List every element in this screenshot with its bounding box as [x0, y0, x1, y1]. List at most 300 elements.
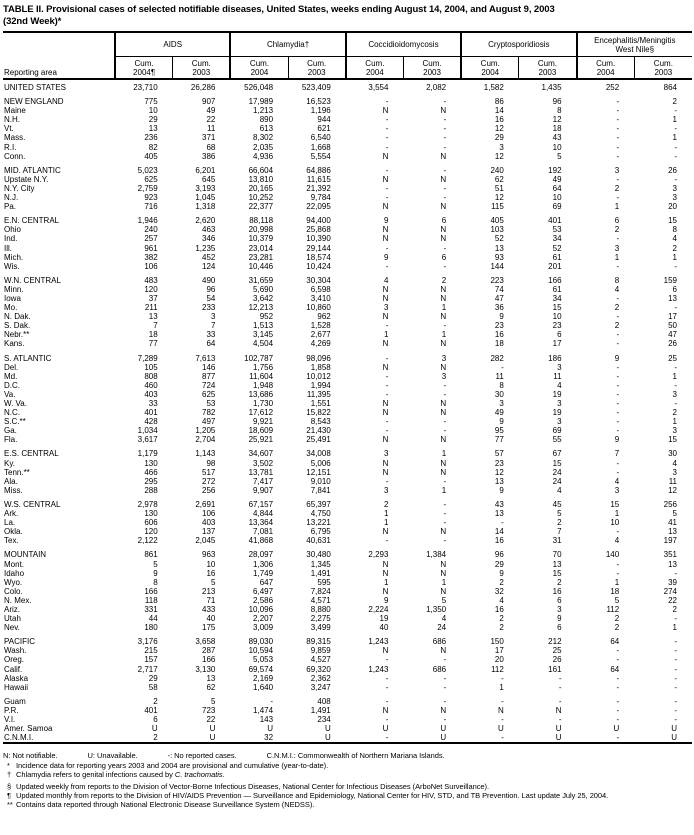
area-cell: UNITED STATES [4, 83, 66, 92]
value-cell: 9,784 [310, 193, 331, 203]
value-cell: 236 [144, 133, 158, 143]
value-cell: - [443, 183, 447, 193]
table-row [3, 330, 692, 339]
value-cell: 47 [494, 293, 504, 303]
value-cell: - [501, 696, 504, 706]
value-cell: 40 [379, 623, 389, 633]
value-cell: - [616, 559, 620, 569]
value-cell: 215 [144, 646, 158, 656]
value-cell: 3,554 [368, 83, 389, 92]
value-cell: 26 [668, 339, 677, 349]
value-cell: - [616, 97, 620, 107]
value-cell: 13 [668, 293, 677, 303]
value-cell: 12 [494, 193, 504, 203]
value-cell: 1 [441, 577, 447, 587]
value-cell: 1,749 [253, 568, 274, 578]
table-row [3, 495, 692, 509]
area-cell: N.H. [4, 115, 20, 125]
value-cell: 58 [148, 682, 158, 692]
value-cell: 13 [668, 559, 677, 569]
value-cell: - [385, 476, 389, 486]
value-cell: 3,642 [253, 293, 274, 303]
value-cell: - [616, 106, 620, 116]
value-cell: 50 [668, 321, 677, 331]
value-cell: 6 [441, 252, 447, 262]
value-cell: 62 [494, 174, 504, 184]
subcol-chlamydia-2003: Cum. 2003 [288, 57, 346, 80]
value-cell: - [616, 458, 620, 468]
table-row [3, 545, 692, 559]
area-cell: Wash. [4, 646, 27, 656]
value-cell: N [440, 435, 447, 445]
value-cell: 98 [206, 458, 216, 468]
value-cell: - [443, 417, 447, 427]
area-cell: N.C. [4, 408, 20, 418]
value-cell: 82 [148, 142, 158, 152]
value-cell: 944 [317, 115, 331, 125]
value-cell: 3 [384, 449, 389, 459]
area-cell: P.R. [4, 705, 19, 715]
value-cell: 5 [614, 595, 620, 605]
value-cell: 57 [494, 449, 504, 459]
value-cell: 186 [548, 353, 562, 363]
value-cell: 2 [672, 97, 677, 107]
value-cell: 3,247 [310, 682, 331, 692]
value-cell: 1,756 [253, 362, 274, 372]
area-cell: Okla. [4, 527, 23, 537]
value-cell: 197 [663, 536, 677, 546]
value-cell: - [385, 261, 389, 271]
value-cell: 22,095 [306, 202, 331, 212]
value-cell: 94,400 [306, 216, 331, 226]
value-cell: 29 [494, 559, 504, 569]
value-cell: 47 [668, 330, 677, 340]
value-cell: 30,480 [306, 550, 331, 560]
value-cell: 723 [202, 705, 216, 715]
value-cell: 3,658 [195, 637, 216, 647]
value-cell: 6 [557, 623, 562, 633]
value-cell: 30 [494, 389, 504, 399]
value-cell: 3,176 [137, 637, 158, 647]
value-cell: 1 [384, 509, 389, 519]
value-cell: 1,491 [310, 705, 331, 715]
value-cell: 28,097 [248, 550, 274, 560]
value-cell: 963 [202, 550, 216, 560]
value-cell: 16 [494, 115, 504, 125]
legend-unavailable: U: Unavailable. [87, 751, 138, 761]
footnote [3, 800, 692, 809]
table-title [3, 4, 692, 27]
area-cell: Vt. [4, 124, 14, 134]
value-cell: 212 [548, 637, 562, 647]
value-cell: - [616, 399, 620, 408]
value-cell: 4 [672, 458, 677, 468]
value-cell: U [440, 733, 447, 743]
value-cell: 34,607 [248, 449, 274, 459]
value-cell: 96 [206, 284, 216, 294]
value-cell: 10,252 [248, 193, 274, 203]
value-cell: 4 [499, 595, 504, 605]
value-cell: 240 [144, 225, 158, 235]
subcol-westnile-2003: Cum. 2003 [634, 57, 692, 80]
value-cell: 4 [672, 234, 677, 244]
value-cell: 6,795 [310, 527, 331, 537]
value-cell: 213 [202, 586, 216, 596]
value-cell: 69,320 [306, 664, 331, 674]
value-cell: 11 [668, 476, 677, 486]
value-cell: 13,810 [248, 174, 274, 184]
value-cell: - [616, 371, 620, 381]
area-cell: Del. [4, 362, 19, 372]
area-cell: N.Y. City [4, 183, 35, 193]
value-cell: N [382, 284, 389, 294]
value-cell: 1 [672, 133, 677, 143]
value-cell: 10 [206, 559, 216, 569]
area-cell: Utah [4, 614, 21, 624]
area-cell: Md. [4, 371, 18, 381]
value-cell: 13 [494, 476, 504, 486]
table-row [3, 225, 692, 234]
value-cell: 23 [494, 321, 504, 331]
value-cell: - [385, 124, 389, 134]
value-cell: 13,364 [248, 518, 274, 528]
value-cell: 3 [210, 312, 216, 322]
value-cell: 26,286 [190, 83, 216, 92]
value-cell: 9,921 [253, 417, 274, 427]
value-cell: 4 [557, 485, 562, 495]
value-cell: 12 [552, 115, 562, 125]
value-cell: U [382, 724, 389, 734]
value-cell: - [443, 115, 447, 125]
area-cell: E.S. CENTRAL [4, 449, 59, 459]
value-cell: 17 [494, 646, 504, 656]
value-cell: 2,293 [368, 550, 389, 560]
value-cell: 8 [672, 225, 677, 235]
table-row [3, 184, 692, 193]
value-cell: - [616, 142, 620, 152]
value-cell: - [501, 518, 504, 528]
value-cell: 26 [552, 655, 562, 665]
value-cell: - [674, 151, 677, 161]
value-cell: 2,224 [368, 604, 389, 614]
value-cell: - [270, 696, 274, 706]
value-cell: 6 [441, 216, 447, 226]
value-cell: 64 [610, 637, 620, 647]
value-cell: N [382, 586, 389, 596]
value-cell: - [443, 655, 447, 665]
table-row [3, 253, 692, 262]
footnote [3, 761, 692, 770]
value-cell: 3 [672, 426, 677, 436]
value-cell: 257 [144, 234, 158, 244]
footnote-text: Updated weekly from reports to the Division of Vector-Borne Infectious Diseases, National Center for Infectious Diseases (ArboNet Surveillance). [16, 782, 490, 792]
value-cell: 23 [494, 458, 504, 468]
value-cell: 7 [210, 321, 216, 331]
value-cell: 65,397 [306, 499, 331, 509]
area-cell: Calif. [4, 664, 23, 674]
value-cell: 1,948 [253, 380, 274, 390]
value-cell: N [382, 151, 389, 161]
value-cell: 4,750 [310, 509, 331, 519]
value-cell: - [616, 339, 620, 349]
value-cell: 74 [494, 284, 504, 294]
value-cell: N [382, 527, 389, 537]
value-cell: 4,571 [310, 595, 331, 605]
value-cell: 1,243 [368, 664, 389, 674]
value-cell: 9 [614, 435, 620, 445]
value-cell: 2,978 [137, 499, 158, 509]
value-cell: 1 [499, 682, 504, 692]
value-cell: - [385, 426, 389, 436]
value-cell: N [440, 399, 447, 408]
value-cell: - [501, 362, 504, 372]
value-cell: 1,235 [195, 243, 216, 253]
value-cell: U [671, 733, 677, 743]
value-cell: - [616, 380, 620, 390]
value-cell: 923 [144, 193, 158, 203]
value-cell: 130 [144, 458, 158, 468]
value-cell: 7,289 [137, 353, 158, 363]
table-row [3, 527, 692, 536]
value-cell: 282 [490, 353, 504, 363]
value-cell: 14 [494, 527, 504, 537]
value-cell: 37 [148, 293, 158, 303]
value-cell: 2,035 [253, 142, 274, 152]
footnote-list [3, 761, 692, 809]
value-cell: 2 [672, 604, 677, 614]
value-cell: 64 [552, 183, 562, 193]
table-row [3, 417, 692, 426]
footnote-text: Updated monthly from reports to the Division of HIV/AIDS Prevention — Surveillance and Epidemiology, National Center for HIV, STD, and TB Prevention. Last update July 25, 2004. [16, 791, 609, 801]
value-cell: 13 [552, 559, 562, 569]
value-cell: 9,010 [310, 476, 331, 486]
value-cell: - [674, 399, 677, 408]
value-cell: U [440, 724, 447, 734]
value-cell: 10 [552, 193, 562, 203]
value-cell: 877 [202, 371, 216, 381]
value-cell: 69 [552, 426, 562, 436]
value-cell: 2 [557, 577, 562, 587]
value-cell: 2,207 [253, 614, 274, 624]
value-cell: 256 [202, 485, 216, 495]
value-cell: 8,543 [310, 417, 331, 427]
value-cell: 647 [259, 577, 274, 587]
value-cell: 10,860 [306, 303, 331, 313]
value-cell: N [382, 312, 389, 322]
value-cell: 1 [614, 577, 620, 587]
value-cell: 1,474 [253, 705, 274, 715]
area-cell: Ky. [4, 458, 15, 468]
value-cell: 89,315 [306, 637, 331, 647]
area-cell: PACIFIC [4, 637, 35, 647]
area-cell: Upstate N.Y. [4, 174, 49, 184]
area-cell: Conn. [4, 151, 26, 161]
area-cell: Pa. [4, 202, 17, 212]
value-cell: 2 [614, 183, 620, 193]
value-cell: 18 [552, 124, 562, 134]
table-body [3, 79, 692, 743]
area-cell: Fla. [4, 435, 18, 445]
area-cell: Tenn.** [4, 467, 30, 477]
table-row [3, 486, 692, 495]
value-cell: N [382, 408, 389, 418]
value-cell: 288 [144, 485, 158, 495]
value-cell: 112 [606, 604, 620, 614]
value-cell: U [671, 724, 677, 734]
value-cell: 233 [202, 303, 216, 313]
area-cell: D.C. [4, 380, 20, 390]
value-cell: - [385, 655, 389, 665]
value-cell: 98,096 [306, 353, 331, 363]
area-cell: NEW ENGLAND [4, 97, 64, 107]
value-cell: 6 [557, 595, 562, 605]
value-cell: 2 [614, 321, 620, 331]
value-cell: 25,921 [248, 435, 274, 445]
value-cell: 10 [552, 142, 562, 152]
value-cell: - [674, 682, 677, 692]
value-cell: N [440, 586, 447, 596]
value-cell: 20,165 [248, 183, 274, 193]
value-cell: - [674, 568, 677, 578]
value-cell: 64 [206, 339, 216, 349]
value-cell: 5 [441, 595, 447, 605]
value-cell: 1,994 [310, 380, 331, 390]
value-cell: 11 [207, 124, 216, 134]
value-cell: U [498, 724, 504, 734]
area-cell: Ga. [4, 426, 17, 436]
table-row [3, 623, 692, 632]
area-cell: Mich. [4, 252, 24, 262]
value-cell: 2,759 [137, 183, 158, 193]
value-cell: 2 [672, 408, 677, 418]
value-cell: 10,424 [306, 261, 331, 271]
value-cell: 5,053 [253, 655, 274, 665]
area-cell: Mass. [4, 133, 26, 143]
table-row [3, 646, 692, 655]
value-cell: 34,008 [306, 449, 331, 459]
value-cell: - [616, 646, 620, 656]
value-cell: - [558, 696, 562, 706]
value-cell: 86 [494, 97, 504, 107]
table-row [3, 124, 692, 133]
value-cell: N [440, 705, 447, 715]
value-cell: 12 [494, 124, 504, 134]
value-cell: 2 [441, 275, 447, 285]
value-cell: 77 [148, 339, 158, 349]
value-cell: 93 [494, 252, 504, 262]
value-cell: 11 [495, 371, 504, 381]
area-cell: Wis. [4, 261, 20, 271]
value-cell: - [674, 646, 677, 656]
value-cell: 3 [672, 193, 677, 203]
area-cell: S. ATLANTIC [4, 353, 52, 363]
value-cell: 103 [490, 225, 504, 235]
table-row [3, 349, 692, 363]
value-cell: 49 [494, 408, 504, 418]
value-cell: 1 [384, 330, 389, 340]
value-cell: 19 [552, 389, 562, 399]
value-cell: - [616, 673, 620, 683]
value-cell: 3 [672, 183, 677, 193]
value-cell: 1,196 [310, 106, 331, 116]
value-cell: - [443, 426, 447, 436]
value-cell: 62 [206, 682, 216, 692]
value-cell: - [385, 243, 389, 253]
value-cell: 4 [441, 614, 447, 624]
value-cell: 40,631 [306, 536, 331, 546]
value-cell: 452 [202, 252, 216, 262]
value-cell: - [674, 142, 677, 152]
value-cell: 13,781 [248, 467, 274, 477]
value-cell: 2,122 [137, 536, 158, 546]
value-cell: 3,145 [253, 330, 274, 340]
value-cell: 166 [144, 586, 158, 596]
table-row [3, 339, 692, 348]
value-cell: 36 [494, 303, 504, 313]
value-cell: 19 [379, 614, 389, 624]
value-cell: 41 [668, 518, 677, 528]
value-cell: 17 [552, 339, 562, 349]
value-cell: 6 [672, 284, 677, 294]
value-cell: 39 [668, 577, 677, 587]
value-cell: 272 [202, 476, 216, 486]
table-row [3, 587, 692, 596]
value-cell: 433 [202, 604, 216, 614]
table-row [3, 468, 692, 477]
value-cell: N [382, 293, 389, 303]
value-cell: U [324, 733, 331, 743]
value-cell: 1 [441, 449, 447, 459]
value-cell: 161 [548, 664, 562, 674]
value-cell: 96 [552, 97, 562, 107]
table-row [3, 193, 692, 202]
value-cell: - [443, 536, 447, 546]
value-cell: - [674, 106, 677, 116]
value-cell: 10 [552, 312, 562, 322]
footnote-marker: ** [7, 800, 13, 810]
value-cell: 223 [490, 275, 504, 285]
value-cell: 29 [148, 115, 158, 125]
value-cell: 43 [552, 133, 562, 143]
value-cell: 9,907 [253, 485, 274, 495]
value-cell: 32 [264, 733, 274, 743]
value-cell: - [443, 518, 447, 528]
value-cell: 274 [663, 586, 677, 596]
table-row [3, 632, 692, 646]
value-cell: 4 [384, 275, 389, 285]
value-cell: 18 [494, 339, 504, 349]
value-cell: N [440, 339, 447, 349]
area-cell: Va. [4, 389, 16, 399]
value-cell: 30 [668, 449, 677, 459]
value-cell: 1,345 [310, 559, 331, 569]
value-cell: - [385, 165, 389, 175]
table-row [3, 426, 692, 435]
area-cell: Minn. [4, 284, 24, 294]
value-cell: 1 [441, 303, 447, 313]
value-cell: 29 [148, 673, 158, 683]
value-cell: N [440, 202, 447, 212]
value-cell: 523,409 [301, 83, 331, 92]
subcol-cocci-2003: Cum. 2003 [403, 57, 461, 80]
value-cell: - [385, 115, 389, 125]
value-cell: 26 [668, 165, 677, 175]
value-cell: 497 [202, 417, 216, 427]
area-cell: Guam [4, 696, 26, 706]
value-cell: 5,006 [310, 458, 331, 468]
value-cell: 613 [259, 124, 274, 134]
value-cell: 192 [548, 165, 562, 175]
